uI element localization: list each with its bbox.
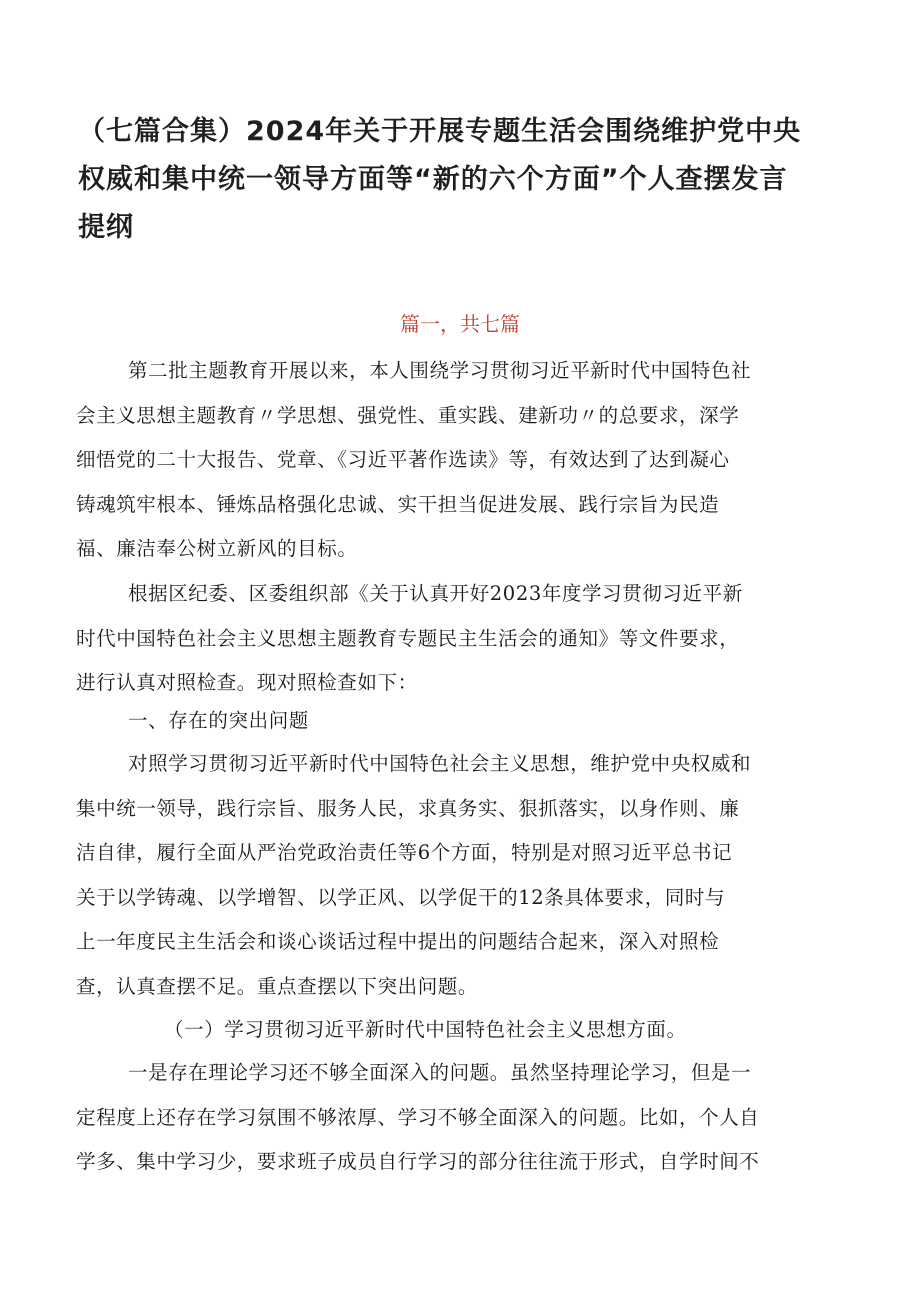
text-line: 一、存在的突出问题 [128, 709, 309, 732]
subheading-study [76, 1008, 856, 1053]
title-line: （七篇合集）2024年关于开展专题生活会围绕维护党中央 [78, 116, 802, 147]
text-line: 细悟党的二十大报告、党章、《习近平著作选读》等，有效达到了达到凝心 [76, 448, 730, 471]
text-line: 进行认真对照检查。现对照检查如下： [76, 671, 418, 694]
text-line: 洁自律，履行全面从严治党政治责任等6个方面，特别是对照习近平总书记 [76, 841, 733, 864]
text-line: （一）学习贯彻习近平新时代中国特色社会主义思想方面。 [164, 1018, 687, 1041]
heading-problems [76, 699, 856, 744]
text-line: 关于以学铸魂、以学增智、以学正风、以学促干的12条具体要求，同时与 [76, 885, 726, 909]
text-line: 定程度上还存在学习氛围不够浓厚、学习不够全面深入的问题。比如，个人自 [76, 1105, 760, 1129]
document-title [78, 108, 858, 252]
text-line: 集中统一领导，践行宗旨、服务人民，求真务实、狠抓落实，以身作则、廉 [76, 796, 740, 820]
text-line: 根据区纪委、区委组织部《关于认真开好2023年度学习贯彻习近平新 [128, 582, 743, 605]
text-line: 对照学习贯彻习近平新时代中国特色社会主义思想，维护党中央权威和 [128, 752, 752, 775]
section-heading: 篇一，共七篇 [400, 312, 520, 336]
paragraph-problems [76, 742, 856, 1009]
title-line: 权威和集中统一领导方面等“新的六个方面”个人查摆发言 [78, 164, 788, 195]
paragraph-intro [76, 349, 856, 572]
text-line: 查，认真查摆不足。重点查摆以下突出问题。 [76, 974, 479, 998]
text-line: 会主义思想主题教育〃学思想、强党性、重实践、建新功〃的总要求，深学 [76, 403, 740, 427]
text-line: 第二批主题教育开展以来，本人围绕学习贯彻习近平新时代中国特色社 [128, 359, 752, 382]
text-line: 学多、集中学习少，要求班子成员自行学习的部分往往流于形式，自学时间不 [76, 1150, 760, 1173]
text-line: 铸魂筑牢根本、锤炼品格强化忠诚、实干担当促进发展、践行宗旨为民造 [76, 492, 720, 516]
text-line: 上一年度民主生活会和谈心谈话过程中提出的问题结合起来，深入对照检 [76, 930, 720, 953]
title-line: 提纲 [78, 212, 134, 243]
text-line: 时代中国特色社会主义思想主题教育专题民主生活会的通知》等文件要求， [76, 626, 740, 650]
text-line: 福、廉洁奉公树立新风的目标。 [76, 537, 358, 560]
paragraph-basis [76, 572, 856, 706]
paragraph-study [76, 1051, 856, 1185]
text-line: 一是存在理论学习还不够全面深入的问题。虽然坚持理论学习，但是一 [128, 1061, 752, 1084]
